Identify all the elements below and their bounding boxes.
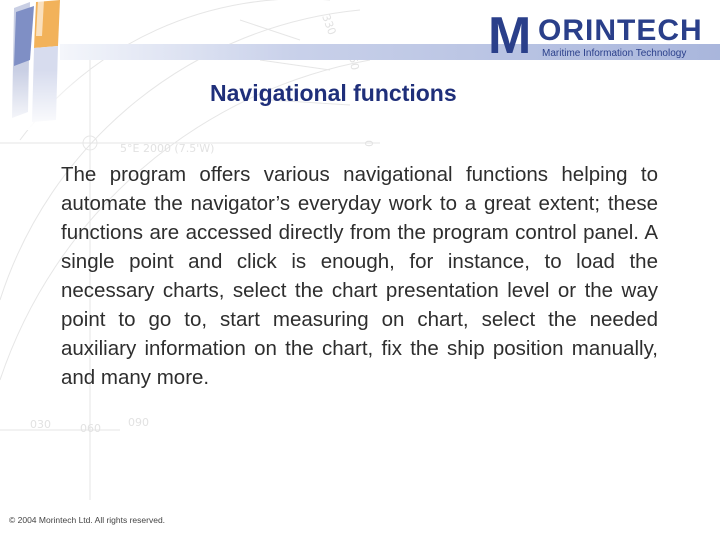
logo-name: ORINTECH: [538, 14, 703, 47]
bearing-label-0: 0: [362, 140, 375, 147]
bearing-label-090: 090: [128, 416, 149, 429]
company-logo: [488, 7, 708, 68]
logo-tagline: Maritime Information Technology: [542, 48, 687, 59]
logo-initial: M: [488, 7, 530, 65]
accent-stripes: [0, 0, 80, 130]
bearing-label-030: 030: [30, 418, 51, 431]
body-paragraph: The program offers various navigational functions helping to automate the navigator’s everyday work to a great extent; these functions are accessed directly from the program control panel. A single point and click is enough, for instance, to load the necessary charts, select the chart presentation level or the way point to go to, start measuring on chart, select the needed auxiliary information on the chart, fix the ship position manually, and many more.: [61, 163, 658, 389]
bearing-label-330: 330: [319, 12, 339, 37]
variation-label: 5°E 2000 (7.5'W): [120, 142, 215, 155]
bearing-label-060: 060: [80, 422, 101, 435]
copyright-footer: © 2004 Morintech Ltd. All rights reserved.: [9, 515, 166, 525]
page-title: Navigational functions: [210, 80, 457, 106]
